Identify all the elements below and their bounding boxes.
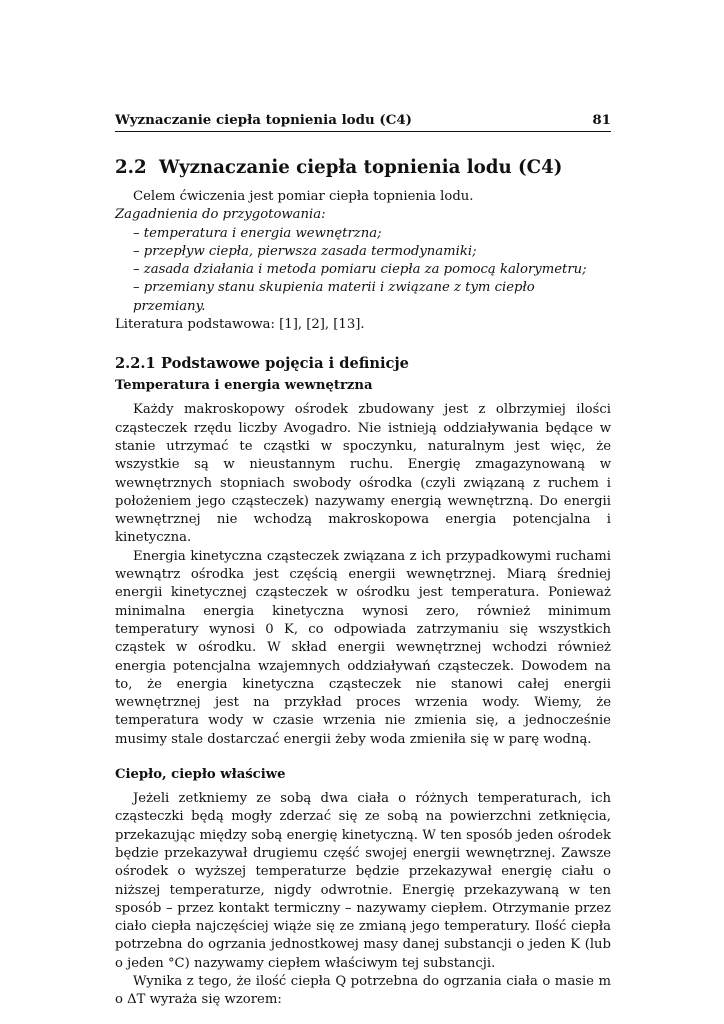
section-title-text: Wyznaczanie ciepła topnienia lodu (C4) <box>159 157 563 178</box>
body-paragraph: Wynika z tego, że ilość ciepła Q potrzebna do ogrzania ciała o masie m o ΔT wyraża się wzorem: <box>115 973 611 1008</box>
topic-item: – przemiany stanu skupienia materii i związane z tym ciepło przemiany. <box>133 280 535 314</box>
paragraph-heading-heat: Ciepło, ciepło właściwe <box>115 767 286 783</box>
topic-item: – zasada działania i metoda pomiaru ciepła za pomocą kalorymetru; <box>133 262 587 278</box>
subsection-number: 2.2.1 <box>115 355 156 373</box>
section-intro: Celem ćwiczenia jest pomiar ciepła topnienia lodu. <box>133 189 474 204</box>
running-head-title: Wyznaczanie ciepła topnienia lodu (C4) <box>115 112 412 128</box>
body-paragraph: Każdy makroskopowy ośrodek zbudowany jest z olbrzymiej ilości cząsteczek rzędu liczby Avogadro. Nie istnieją oddziaływania będące w stanie utrzymać te cząstki w spoczynku, naturalnym jest więc, że wszystkie są w nieustannym ruchu. Energię zmagazynowaną w wewnętrznych stopniach swobody ośrodka (czyli związaną z ruchem i położeniem jego cząsteczek) nazywamy energią wewnętrzną. Do energii wewnętrznej nie wchodzą makroskopowa energia potencjalna i kinetyczna. <box>115 402 611 546</box>
topic-item: – temperatura i energia wewnętrzna; <box>133 225 382 241</box>
page <box>115 112 611 1010</box>
topics-list <box>115 225 611 316</box>
literature-line: Literatura podstawowa: [1], [2], [13]. <box>115 317 365 333</box>
subsection-title-text: Podstawowe pojęcia i definicje <box>161 355 409 373</box>
paragraph-heading-temperature: Temperatura i energia wewnętrzna <box>115 378 373 394</box>
topics-heading: Zagadnienia do przygotowania: <box>115 207 326 223</box>
body-paragraph: Energia kinetyczna cząsteczek związana z ich przypadkowymi ruchami wewnątrz ośrodka jest częścią energii wewnętrznej. Miarą średniej energii kinetycznej cząsteczek w ośrodku jest temperatura. Ponieważ minimalna energia kinetyczna wynosi zero, również minimum temperatury wynosi 0 K, co odpowiada zatrzymaniu się wszystkich cząstek w ośrodku. W skład energii wewnętrznej wchodzi również energia potencjalna wzajemnych oddziaływań cząsteczek. Dowodem na to, że energia kinetyczna cząsteczek nie stanowi całej energii wewnętrznej jest na przykład proces wrzenia wody. Wiemy, że temperatura wody w czasie wrzenia nie zmienia się, a jednocześnie musimy stale dostarczać energii żeby woda zmieniła się w parę wodną. <box>115 548 611 747</box>
topic-item: – przepływ ciepła, pierwsza zasada termodynamiki; <box>133 243 477 259</box>
page-number: 81 <box>592 112 611 128</box>
running-head <box>115 112 611 132</box>
body-paragraph: Jeżeli zetkniemy ze sobą dwa ciała o różnych temperaturach, ich cząsteczki będą mogły zderzać się ze sobą na powierzchni zetknięcia, przekazując między sobą energię kinetyczną. W ten sposób jeden ośrodek będzie przekazywał drugiemu część swojej energii wewnętrznej. Zawsze ośrodek o wyższej temperaturze będzie przekazywał energię ciału o niższej temperaturze, nigdy odwrotnie. Energię przekazywaną w ten sposób – przez kontakt termiczny – nazywamy ciepłem. Otrzymanie przez ciało ciepła najczęściej wiąże się ze zmianą jego temperatury. Ilość ciepła potrzebna do ogrzania jednostkowej masy danej substancji o jeden K (lub o jeden °C) nazywamy ciepłem właściwym tej substancji. <box>115 791 611 971</box>
subsection-title <box>115 355 611 372</box>
section-number: 2.2 <box>115 157 147 178</box>
section-title <box>115 157 611 178</box>
